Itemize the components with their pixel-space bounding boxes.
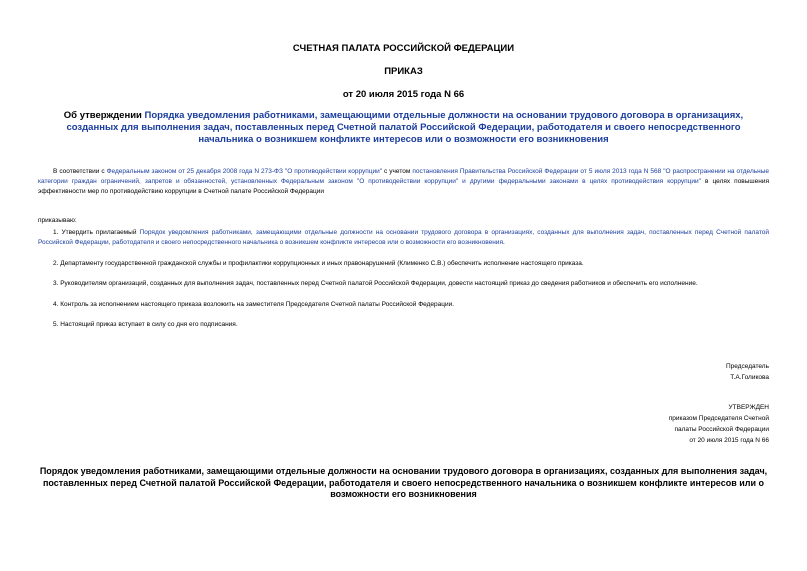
preamble: [38, 167, 769, 197]
item-1-prefix: 1. Утвердить прилагаемый: [53, 229, 140, 236]
doc-date-number: от 20 июля 2015 года N 66: [342, 89, 465, 100]
signature-role: Председатель: [725, 363, 769, 370]
item-2: 2. Департаменту государственной гражданской службы и профилактики коррупционных и иных правонарушений (Клименко С.В.) обеспечить исполнение настоящего приказа.: [53, 260, 584, 267]
preamble-text-1: В соответствии с: [53, 168, 107, 175]
preamble-text-3: в целях повышения эффективности мер по противодействию коррупции в Счетной палате Российской Федерации: [38, 178, 770, 195]
item-1-suffix: .: [502, 239, 505, 246]
signature-name: Т.А.Голикова: [730, 374, 769, 381]
item-1: [38, 228, 769, 248]
doc-title: [38, 110, 769, 146]
item-4: 4. Контроль за исполнением настоящего приказа возложить на заместителя Председателя Счетной палаты Российской Федерации.: [53, 301, 455, 308]
approved-line-3: от 20 июля 2015 года N 66: [689, 437, 769, 444]
order-word: приказываю:: [38, 217, 77, 224]
federal-law-link[interactable]: Федеральным законом от 25 декабря 2008 года N 273-ФЗ "О противодействии коррупции": [106, 168, 383, 175]
item-3: 3. Руководителям организаций, созданных для выполнения задач, поставленных перед Счетной палатой Российской Федерации, довести настоящий приказ до сведения работников и обеспечить его исполнение.: [53, 280, 698, 287]
procedure-link[interactable]: Порядок уведомления работниками, замещающими отдельные должности на основании трудового договора в организациях, созданных для выполнения задач, поставленных перед Счетной палатой Российской Федерации, работодателя и своего непосредственного начальника о возникшем конфликте интересов или о возможности его возникновения: [38, 229, 769, 246]
preamble-text-2: с учетом: [382, 168, 413, 175]
government-decree-link[interactable]: постановления Правительства Российской Федерации от 5 июля 2013 года N 568 "О распространении на отдельные категории граждан ограничений, запретов и обязанностей, установленных Федеральным законом "О противодействии коррупции" и другими федеральными законами в целях противодействия коррупции": [38, 168, 770, 185]
org-name: СЧЕТНАЯ ПАЛАТА РОССИЙСКОЙ ФЕДЕРАЦИИ: [292, 43, 515, 54]
item-5: 5. Настоящий приказ вступает в силу со дня его подписания.: [53, 321, 238, 328]
approved-label: УТВЕРЖДЕН: [728, 404, 769, 411]
doc-title-link[interactable]: Порядка уведомления работниками, замещающими отдельные должности на основании трудового договора в организациях, созданных для выполнения задач, поставленных перед Счетной палатой Российской Федерации, работодателя и своего непосредственного начальника о возникшем конфликте интересов или о возможности его возникновения: [66, 110, 744, 145]
annex-title: Порядок уведомления работниками, замещающими отдельные должности на основании трудового договора в организациях, созданных для выполнения задач, поставленных перед Счетной палатой Российской Федерации, работодателя и своего непосредственного начальника о возникшем конфликте интересов или о возможности его возникновения: [39, 466, 768, 499]
doc-type: ПРИКАЗ: [384, 66, 423, 77]
doc-title-prefix: Об утверждении: [63, 110, 145, 121]
approved-line-2: палаты Российской Федерации: [674, 426, 769, 433]
approved-line-1: приказом Председателя Счетной: [668, 415, 769, 422]
